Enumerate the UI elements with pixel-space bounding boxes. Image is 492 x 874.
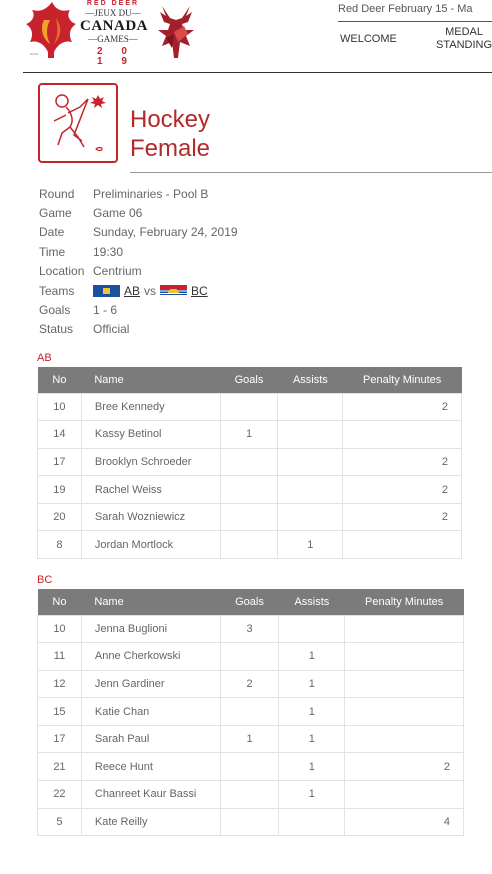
cell-goals [220, 393, 278, 421]
game-info [39, 184, 238, 339]
cell-goals [220, 808, 279, 836]
cell-assists [278, 448, 343, 476]
date-label: Date [39, 225, 65, 240]
cell-pim: 2 [343, 476, 462, 504]
cell-assists [278, 421, 343, 449]
table-row [38, 503, 462, 531]
cell-goals: 1 [220, 421, 278, 449]
location-value: Centrium [93, 264, 142, 279]
cell-no: 5 [38, 808, 82, 836]
cell-no: 22 [38, 781, 82, 809]
header-divider [23, 72, 492, 73]
cell-pim [345, 698, 464, 726]
teams-value [93, 284, 208, 298]
table-row [38, 698, 464, 726]
deer-head-icon [148, 2, 202, 60]
cell-goals: 2 [220, 670, 279, 698]
table-header-row [38, 589, 464, 615]
goals-value: 1 - 6 [93, 303, 118, 318]
hockey-pictogram [40, 85, 116, 161]
cell-assists: 1 [279, 781, 345, 809]
table-row [38, 615, 464, 643]
table-row [38, 476, 462, 504]
logo-red-deer: RED DEER [86, 0, 140, 7]
cell-assists [279, 808, 345, 836]
team-label-ab: AB [37, 352, 52, 364]
date-value: Sunday, February 24, 2019 [93, 225, 238, 240]
cell-name: Rachel Weiss [81, 476, 220, 504]
british-columbia-flag-icon [160, 285, 187, 297]
table-row [38, 725, 464, 753]
info-row-teams [39, 281, 238, 300]
cell-no: 10 [38, 393, 82, 421]
cell-pim [345, 781, 464, 809]
cell-assists: 1 [279, 753, 345, 781]
cell-name: Katie Chan [81, 698, 220, 726]
col-header-no[interactable]: No [38, 589, 82, 615]
team-link-ab[interactable]: AB [124, 283, 141, 298]
cell-pim: 2 [343, 448, 462, 476]
logo-canada: CANADA [80, 18, 148, 34]
col-header-no[interactable]: No [38, 367, 82, 393]
cell-name: Brooklyn Schroeder [81, 448, 220, 476]
cell-assists [278, 476, 343, 504]
cell-assists: 1 [279, 643, 345, 671]
goals-label: Goals [39, 303, 71, 318]
cell-assists: 1 [279, 725, 345, 753]
cell-assists: 1 [278, 531, 343, 559]
cell-pim [345, 725, 464, 753]
table-row [38, 781, 464, 809]
round-label: Round [39, 186, 75, 201]
cell-no: 14 [38, 421, 82, 449]
cell-no: 8 [38, 531, 82, 559]
cell-name: Chanreet Kaur Bassi [81, 781, 220, 809]
cell-no: 17 [38, 448, 82, 476]
cell-name: Jenn Gardiner [81, 670, 220, 698]
nav-welcome[interactable]: WELCOME [340, 33, 397, 45]
stats-table-ab [37, 367, 462, 559]
logo-year: 2 0 1 9 [97, 46, 135, 67]
cell-assists [279, 615, 345, 643]
team-label-bc: BC [37, 574, 53, 586]
col-header-goals[interactable]: Goals [220, 367, 278, 393]
status-value: Official [93, 322, 130, 337]
cell-name: Bree Kennedy [81, 393, 220, 421]
cell-goals: 1 [220, 725, 279, 753]
cell-no: 11 [38, 643, 82, 671]
cell-pim [345, 670, 464, 698]
cell-assists: 1 [279, 698, 345, 726]
sport-name: Hockey [130, 106, 211, 133]
info-row-status [39, 320, 238, 339]
cell-name: Jordan Mortlock [81, 531, 220, 559]
cell-name: Jenna Buglioni [81, 615, 220, 643]
table-row [38, 808, 464, 836]
cell-no: 17 [38, 725, 82, 753]
nav-medal-line2: STANDING [436, 39, 492, 51]
logo-jeux-du: —JEUX DU— [85, 8, 141, 18]
logo-wordmark [80, 0, 146, 67]
cell-goals [220, 698, 279, 726]
info-row-time [39, 242, 238, 261]
cell-name: Sarah Wozniewicz [81, 503, 220, 531]
sport-category: Female [130, 135, 211, 162]
top-divider [338, 21, 492, 22]
cell-goals [220, 476, 278, 504]
logo-small-text: NAMC [30, 52, 39, 56]
info-row-location [39, 262, 238, 281]
cell-no: 19 [38, 476, 82, 504]
info-row-round [39, 184, 238, 203]
cell-name: Kate Reilly [81, 808, 220, 836]
table-header-row [38, 367, 462, 393]
nav-medal-line1: MEDAL [445, 26, 483, 38]
cell-pim: 4 [345, 808, 464, 836]
cell-goals [220, 781, 279, 809]
vs-text: vs [144, 283, 157, 298]
table-row [38, 421, 462, 449]
col-header-penalty-minutes[interactable]: Penalty Minutes [343, 367, 462, 393]
col-header-name[interactable]: Name [81, 367, 220, 393]
status-label: Status [39, 322, 74, 337]
cell-name: Sarah Paul [81, 725, 220, 753]
info-row-date [39, 223, 238, 242]
cell-goals [220, 503, 278, 531]
info-row-game [39, 203, 238, 222]
alberta-flag-icon [93, 285, 120, 297]
event-info-text: Red Deer February 15 - Ma [338, 3, 473, 15]
table-row [38, 753, 464, 781]
cell-assists: 1 [279, 670, 345, 698]
nav-medal-standing[interactable] [436, 26, 492, 52]
cell-pim: 2 [345, 753, 464, 781]
cell-name: Anne Cherkowski [81, 643, 220, 671]
location-label: Location [39, 264, 85, 279]
col-header-penalty-minutes[interactable]: Penalty Minutes [345, 589, 464, 615]
female-hockey-player-icon [38, 83, 118, 163]
cell-no: 12 [38, 670, 82, 698]
canada-games-logo[interactable] [22, 0, 202, 67]
maple-leaf-flame-icon [22, 0, 80, 60]
table-row [38, 448, 462, 476]
cell-name: Kassy Betinol [81, 421, 220, 449]
cell-pim [345, 615, 464, 643]
cell-goals [220, 448, 278, 476]
cell-name: Reece Hunt [81, 753, 220, 781]
cell-goals [220, 753, 279, 781]
table-row [38, 670, 464, 698]
stats-table-bc [37, 589, 464, 836]
time-label: Time [39, 244, 66, 259]
page-title [130, 105, 210, 163]
col-header-assists[interactable]: Assists [278, 367, 343, 393]
cell-assists [278, 503, 343, 531]
col-header-goals[interactable]: Goals [220, 589, 279, 615]
game-value: Game 06 [93, 206, 143, 221]
cell-no: 21 [38, 753, 82, 781]
cell-pim [343, 531, 462, 559]
cell-pim: 2 [343, 393, 462, 421]
title-divider [130, 172, 492, 173]
team-link-bc[interactable]: BC [191, 283, 208, 298]
col-header-name[interactable]: Name [81, 589, 220, 615]
cell-no: 15 [38, 698, 82, 726]
round-value: Preliminaries - Pool B [93, 186, 209, 201]
cell-pim: 2 [343, 503, 462, 531]
cell-pim [345, 643, 464, 671]
cell-assists [278, 393, 343, 421]
table-row [38, 531, 462, 559]
time-value: 19:30 [93, 244, 124, 259]
cell-pim [343, 421, 462, 449]
site-header [0, 0, 492, 74]
cell-goals: 3 [220, 615, 279, 643]
cell-goals [220, 531, 278, 559]
cell-goals [220, 643, 279, 671]
table-row [38, 393, 462, 421]
logo-games: —GAMES— [88, 34, 138, 44]
table-row [38, 643, 464, 671]
col-header-assists[interactable]: Assists [279, 589, 345, 615]
info-row-goals [39, 300, 238, 319]
teams-label: Teams [39, 283, 75, 298]
cell-no: 20 [38, 503, 82, 531]
game-label: Game [39, 206, 72, 221]
cell-no: 10 [38, 615, 82, 643]
